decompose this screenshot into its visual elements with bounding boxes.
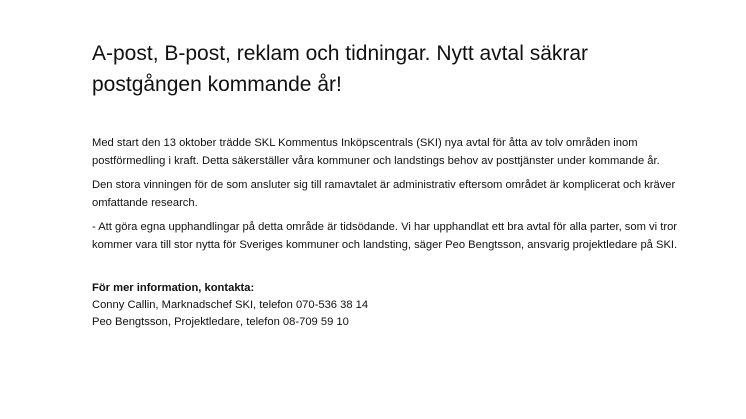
paragraph-quote: - Att göra egna upphandlingar på detta område är tidsödande. Vi har upphandlat ett bra avtal för alla parter, som vi tror kommer vara till stor nytta för Sveriges kommuner och landsting, säger Peo Bengtsson, ansvarig projektledare på SKI. [92,221,678,251]
headline-line-1: A-post, B-post, reklam och tidningar. Nytt avtal säkrar [92,42,589,65]
contact-line-callin: Conny Callin, Marknadschef SKI, telefon 070-536 38 14 [92,298,369,311]
headline [92,38,712,100]
body-text [92,135,712,255]
document-page [92,38,712,331]
paragraph-benefit: Den stora vinningen för de som ansluter sig till ramavtalet är administrativ eftersom området är komplicerat och kräver omfattande research. [92,179,676,209]
contact-heading: För mer information, kontakta: [92,281,255,294]
contact-line-bengtsson: Peo Bengtsson, Projektledare, telefon 08-709 59 10 [92,315,349,328]
paragraph-intro: Med start den 13 oktober trädde SKL Kommentus Inköpscentrals (SKI) nya avtal för åtta av tolv områden inom postförmedling i kraft. Detta säkerställer våra kommuner och landstings behov av posttjänster under kommande år. [92,137,660,167]
contact-section [92,280,712,331]
headline-line-2: postgången kommande år! [92,73,342,96]
